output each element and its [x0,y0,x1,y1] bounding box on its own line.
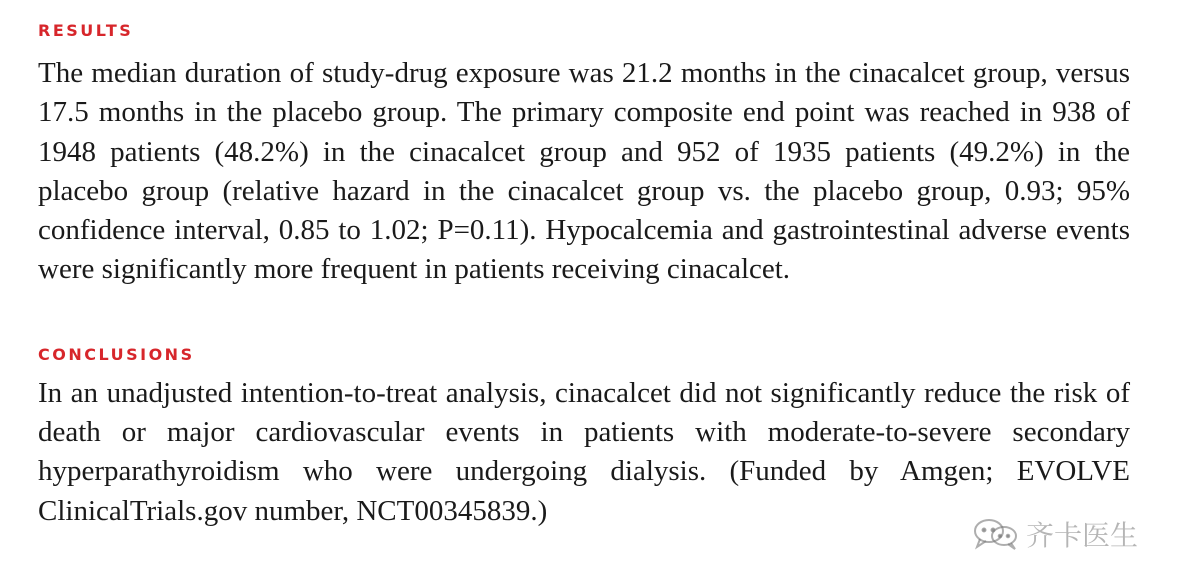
chat-bubbles-icon [972,517,1020,551]
watermark [972,514,1138,554]
results-heading: RESULTS [38,21,134,40]
conclusions-heading: CONCLUSIONS [38,344,195,364]
results-paragraph: The median duration of study-drug exposure was 21.2 months in the cinacalcet group, versus 17.5 months in the placebo group. The primary composite end point was reached in 938 of 1948 patients (48.2%) in the cinacalcet group and 952 of 1935 patients (49.2%) in the placebo group (relative hazard in the cinacalcet group vs. the placebo group, 0.93; 95% confidence interval, 0.85 to 1.02; P=0.11). Hypocalcemia and gastrointestinal adverse events were significantly more frequent in patients receiving cinacalcet. [38,57,1130,286]
watermark-text: 齐卡医生 [1026,519,1139,552]
conclusions-paragraph: In an unadjusted intention-to-treat analysis, cinacalcet did not significantly reduce the risk of death or major cardiovascular events in patients with moderate-to-severe secondary hyperparathyroidism who were undergoing dialysis. (Funded by Amgen; EVOLVE ClinicalTrials.gov number, NCT00345839.) [38,376,1130,527]
abstract [38,16,1130,531]
